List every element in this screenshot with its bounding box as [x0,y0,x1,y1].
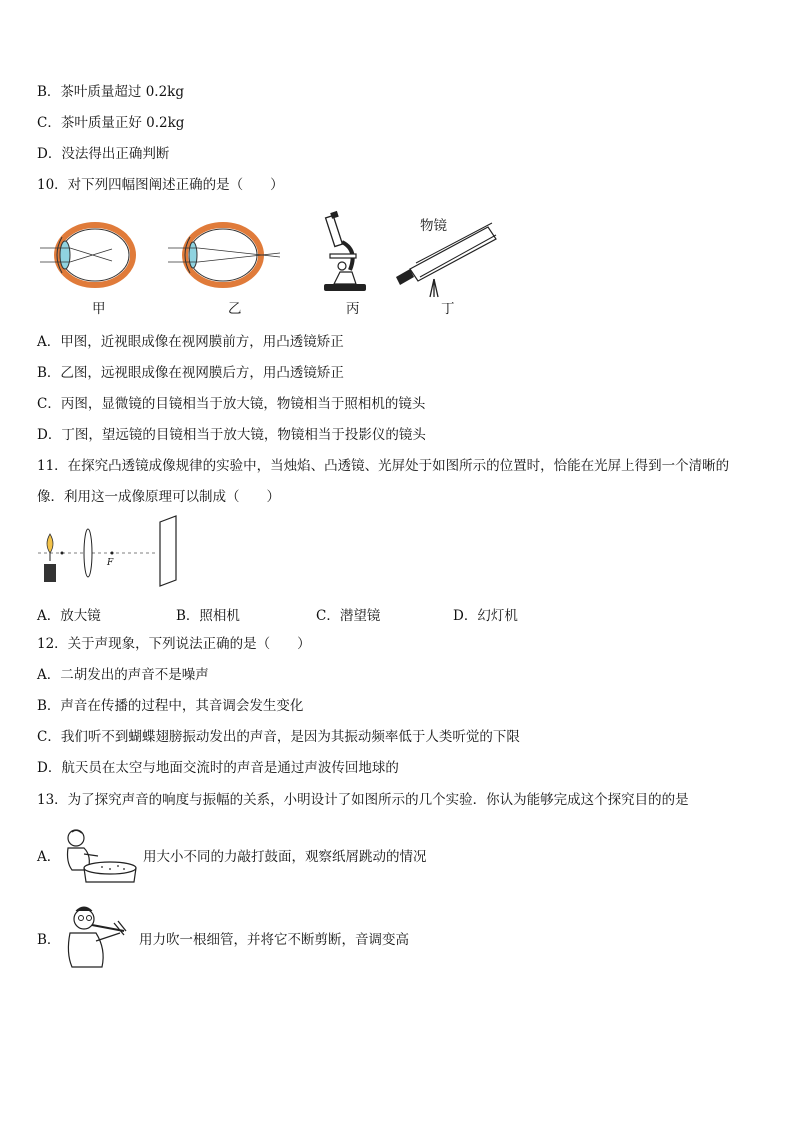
q12-option-d: D．航天员在太空与地面交流时的声音是通过声波传回地球的 [37,760,399,776]
fig-label-jia: 甲 [92,301,106,317]
q9-option-d: D．没法得出正确判断 [37,146,170,162]
q13-stem: 13．为了探究声音的响度与振幅的关系，小明设计了如图所示的几个实验．你认为能够完成这个探究目的的是 [37,792,689,808]
q10-stem: 10．对下列四幅图阐述正确的是（ ） [37,177,284,193]
q11-stem-line2: 像．利用这一成像原理可以制成（ ） [37,489,280,505]
q11-option-d: D．幻灯机 [453,608,518,624]
q9-option-b: B．茶叶质量超过 0.2kg [37,84,185,100]
q11-option-b: B．照相机 [176,608,240,624]
straw-experiment-figure [62,905,142,970]
q12-option-a: A．二胡发出的声音不是噪声 [37,667,209,683]
telescope-diagram-ding [392,205,502,300]
q9-option-c: C．茶叶质量正好 0.2kg [37,115,185,131]
q10-option-a: A．甲图，近视眼成像在视网膜前方，用凸透镜矫正 [37,334,344,350]
fig-label-objective: 物镜 [420,218,447,234]
eye-diagram-yi [168,215,283,295]
eye-diagram-jia [40,215,140,295]
q12-stem: 12．关于声现象，下列说法正确的是（ ） [37,636,311,652]
q11-option-a: A．放大镜 [37,608,101,624]
fig-label-ding: 丁 [441,301,455,317]
focus-label: F [107,558,114,568]
q13-option-a-letter: A． [37,849,61,865]
q11-stem-line1: 11．在探究凸透镜成像规律的实验中，当烛焰、凸透镜、光屏处于如图所示的位置时，恰能在光屏上得到一个清晰的 [37,458,730,474]
q12-option-b: B．声音在传播的过程中，其音调会发生变化 [37,698,304,714]
lens-experiment-diagram [38,516,188,588]
fig-label-yi: 乙 [228,301,242,317]
q11-option-c: C．潜望镜 [316,608,381,624]
q12-option-c: C．我们听不到蝴蝶翅膀振动发出的声音，是因为其振动频率低于人类听觉的下限 [37,729,520,745]
q13-option-b-letter: B． [37,932,61,948]
q13-option-a-text: 用大小不同的力敲打鼓面，观察纸屑跳动的情况 [143,849,427,865]
q10-option-d: D．丁图，望远镜的目镜相当于放大镜，物镜相当于投影仪的镜头 [37,427,426,443]
q13-option-b-text: 用力吹一根细管，并将它不断剪断，音调变高 [139,932,409,948]
drum-experiment-figure [58,826,138,886]
fig-label-bing: 丙 [346,301,360,317]
microscope-diagram-bing [320,212,370,294]
q10-option-b: B．乙图，远视眼成像在视网膜后方，用凸透镜矫正 [37,365,344,381]
q10-option-c: C．丙图，显微镜的目镜相当于放大镜，物镜相当于照相机的镜头 [37,396,426,412]
